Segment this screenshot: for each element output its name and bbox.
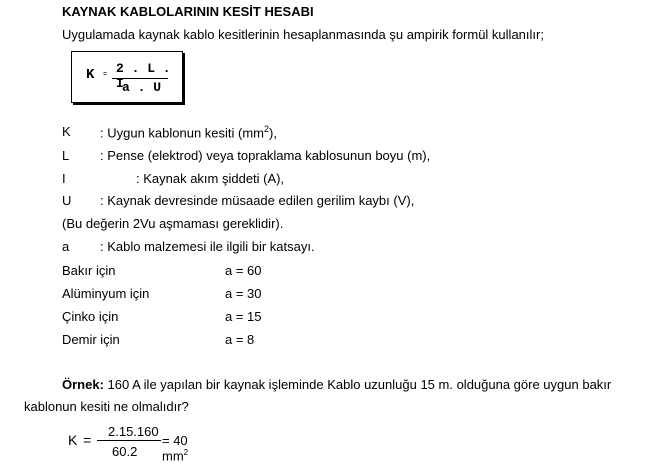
def-text-l: : Pense (elektrod) veya topraklama kablosunun boyu (m), <box>100 148 431 163</box>
note-text: (Bu değerin 2Vu aşmaması gereklidir). <box>62 216 284 231</box>
formula-box <box>71 51 183 103</box>
result-rhs <box>162 433 188 463</box>
example-text-1: 160 A ile yapılan bir kaynak işleminde Kablo uzunluğu 15 m. olduğuna göre uygun bakır <box>103 377 612 392</box>
example-label: Örnek: <box>62 377 104 392</box>
result-numerator: 2.15.160 <box>108 424 159 439</box>
def-text-i: : Kaynak akım şiddeti (A), <box>136 171 285 186</box>
material-name: Demir için <box>62 332 120 347</box>
result-denominator: 60.2 <box>112 444 138 459</box>
formula-fraction-bar <box>112 78 168 79</box>
result-fraction-bar <box>97 440 161 441</box>
formula-equals: = <box>103 71 108 79</box>
def-symbol-a: a <box>62 239 70 254</box>
intro-text: Uygulamada kaynak kablo kesitlerinin hesaplanmasında şu ampirik formül kullanılır; <box>62 27 544 42</box>
def-text-u: : Kaynak devresinde müsaade edilen gerilim kaybı (V), <box>100 193 415 208</box>
result-rhs-text: = 40 mm <box>162 433 188 464</box>
def-text-k-main: : Uygun kablonun kesiti (mm <box>100 125 265 141</box>
formula-lhs: K <box>86 67 95 83</box>
result-equals: = <box>83 432 92 448</box>
material-value: a = 8 <box>225 332 255 347</box>
example-line-1 <box>62 377 611 392</box>
def-text-k <box>100 124 277 140</box>
material-name: Bakır için <box>62 263 116 278</box>
material-value: a = 30 <box>225 286 262 301</box>
formula-denominator: a . U <box>122 80 162 95</box>
def-symbol-u: U <box>62 193 72 208</box>
formula-numerator: 2 . L . I <box>116 61 171 91</box>
material-value: a = 15 <box>225 309 262 324</box>
material-value: a = 60 <box>225 263 262 278</box>
material-name: Çinko için <box>62 309 119 324</box>
def-symbol-k: K <box>62 124 71 139</box>
result-lhs: K <box>68 432 78 448</box>
def-symbol-i: I <box>62 171 66 186</box>
example-line-2: kablonun kesiti ne olmalıdır? <box>24 399 189 414</box>
def-text-k-sup: 2 <box>264 124 270 134</box>
page-title: KAYNAK KABLOLARININ KESİT HESABI <box>62 4 314 19</box>
def-symbol-l: L <box>62 148 70 163</box>
material-name: Alüminyum için <box>62 286 150 301</box>
result-rhs-sup: 2 <box>183 448 189 457</box>
def-text-k-tail: ), <box>269 125 277 141</box>
def-text-a: : Kablo malzemesi ile ilgili bir katsayı. <box>100 239 315 254</box>
